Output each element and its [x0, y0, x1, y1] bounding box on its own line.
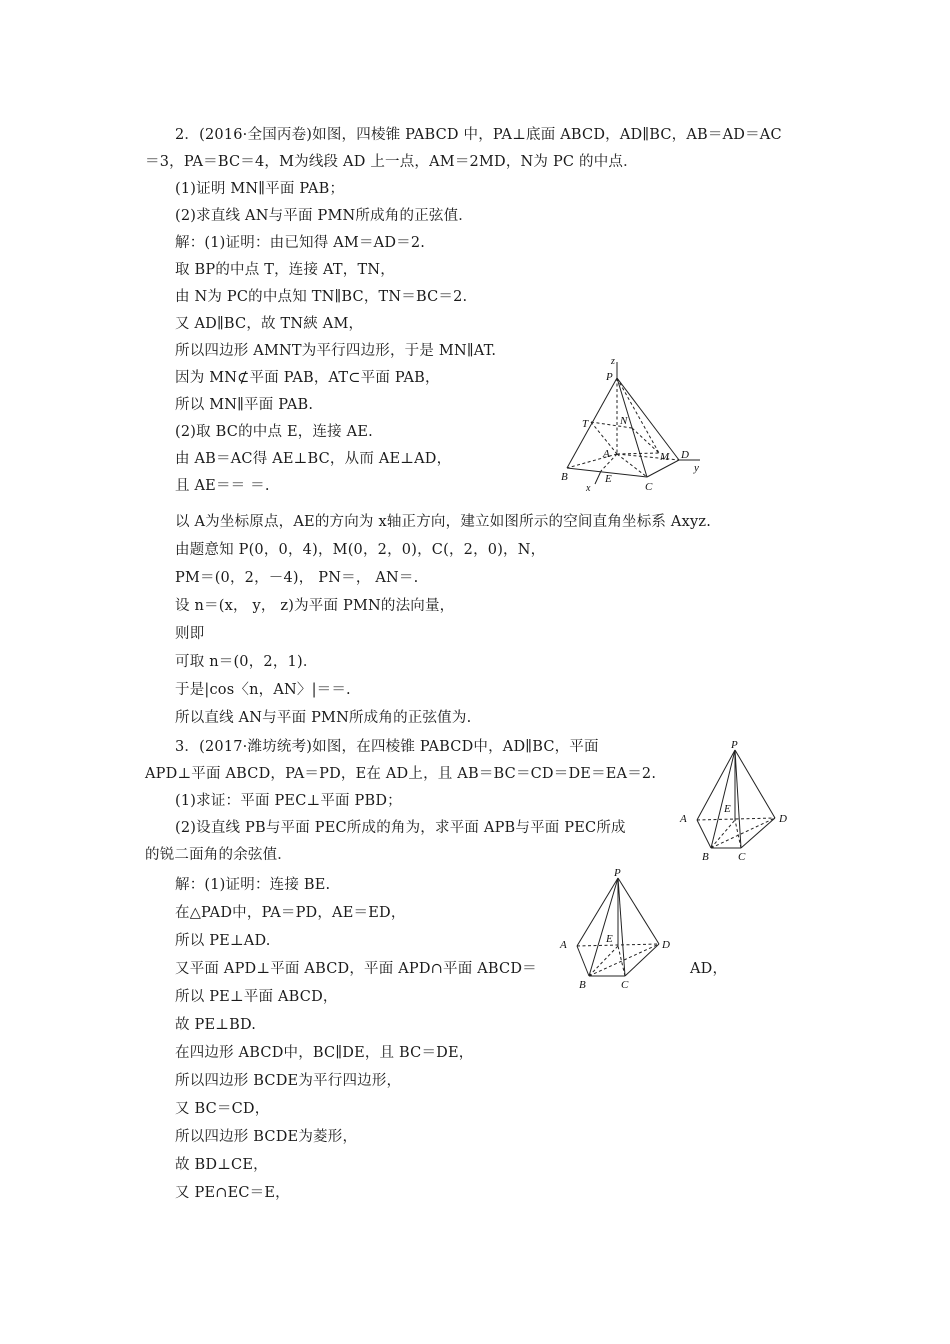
text-line: 在△PAD中，PA＝PD，AE＝ED， — [175, 905, 406, 921]
text-line: 2．(2016·全国丙卷)如图，四棱锥 PABCD 中，PA⊥底面 ABCD，AD∥BC，AB＝AD＝AC — [175, 127, 782, 143]
figure-label: A — [680, 813, 687, 825]
text-line: 所以四边形 BCDE为平行四边形， — [175, 1073, 402, 1089]
text-line: 由题意知 P(0，0，4)，M(0，2，0)，C(，2，0)，N， — [175, 542, 546, 558]
pyramid-edge — [735, 750, 775, 818]
figure-label: M — [660, 451, 670, 463]
hidden-edge — [617, 454, 679, 460]
text-line: 所以四边形 AMNT为平行四边形，于是 MN∥AT. — [175, 343, 497, 359]
pyramid-figure-solution — [555, 866, 680, 994]
figure-label: P — [614, 867, 621, 879]
text-line: 以 A为坐标原点，AE的方向为 x轴正方向，建立如图所示的空间直角坐标系 Axyz. — [175, 514, 712, 530]
text-line: 又 BC＝CD， — [175, 1101, 270, 1117]
figure-label: E — [605, 473, 612, 485]
text-line: 设 n＝(x， y， z)为平面 PMN的法向量， — [175, 598, 455, 614]
text-line: 所以 PE⊥平面 ABCD， — [175, 989, 338, 1005]
base-edge — [741, 818, 775, 848]
figure-label: B — [561, 471, 568, 483]
figure-label: P — [731, 739, 738, 751]
text-line: 解：(1)证明：连接 BE. — [175, 877, 331, 893]
text-line: 在四边形 ABCD中，BC∥DE，且 BC＝DE， — [175, 1045, 474, 1061]
text-line: 可取 n＝(0，2，1)． — [175, 654, 318, 670]
text-line: (2)设直线 PB与平面 PEC所成的角为，求平面 APB与平面 PEC所成 — [175, 820, 626, 836]
base-edge — [577, 946, 589, 976]
text-line: AD， — [690, 961, 728, 977]
pyramid-figure-problem-3 — [675, 738, 795, 866]
figure-label: B — [579, 979, 586, 991]
text-line: 由 N为 PC的中点知 TN∥BC，TN＝BC＝2. — [175, 289, 468, 305]
text-line: (2)取 BC的中点 E，连接 AE. — [175, 424, 373, 440]
text-line: 因为 MN⊄平面 PAB，AT⊂平面 PAB， — [175, 370, 440, 386]
text-line: (1)证明 MN∥平面 PAB； — [175, 181, 345, 197]
pyramid-coordinate-figure — [555, 350, 715, 500]
figure-label: E — [724, 803, 731, 815]
text-line: 所以四边形 BCDE为菱形， — [175, 1129, 358, 1145]
hidden-edge — [617, 453, 659, 454]
text-line: 由 AB＝AC得 AE⊥BC，从而 AE⊥AD， — [175, 451, 452, 467]
text-line: 所以 MN∥平面 PAB. — [175, 397, 314, 413]
text-line: 所以 PE⊥AD. — [175, 933, 271, 949]
figure-label: x — [586, 483, 591, 494]
figure-label: C — [738, 851, 746, 863]
text-line: PM＝(0，2，－4)， PN＝， AN＝. — [175, 570, 419, 586]
figure-label: B — [702, 851, 709, 863]
figure-label: D — [779, 813, 787, 825]
text-line: 又平面 APD⊥平面 ABCD，平面 APD∩平面 ABCD＝ — [175, 961, 537, 977]
figure-label: z — [611, 356, 615, 367]
figure-label: N — [620, 415, 628, 427]
hidden-edge — [697, 818, 775, 820]
figure-label: D — [681, 449, 689, 461]
text-line: 于是|cos〈n，AN〉|＝＝. — [175, 682, 351, 698]
text-line: (2)求直线 AN与平面 PMN所成角的正弦值． — [175, 208, 474, 224]
hidden-edge — [617, 454, 647, 477]
base-edge — [625, 944, 659, 976]
hidden-edge — [711, 818, 775, 848]
figure-label: D — [662, 939, 670, 951]
pyramid-edge — [589, 878, 618, 976]
figure-label: P — [606, 371, 613, 383]
pyramid-edge — [618, 878, 659, 944]
text-line: 解：(1)证明：由已知得 AM＝AD＝2. — [175, 235, 426, 251]
figure-label: y — [694, 462, 699, 474]
text-line: 所以直线 AN与平面 PMN所成角的正弦值为. — [175, 710, 472, 726]
text-line: (1)求证：平面 PEC⊥平面 PBD； — [175, 793, 402, 809]
base-edge — [697, 820, 711, 848]
figure-label: A — [560, 939, 567, 951]
figure-label: E — [606, 933, 613, 945]
text-line: 取 BP的中点 T，连接 AT，TN， — [175, 262, 395, 278]
text-line: APD⊥平面 ABCD，PA＝PD，E在 AD上，且 AB＝BC＝CD＝DE＝EA＝2. — [145, 766, 657, 782]
x-axis — [595, 471, 601, 484]
text-line: 且 AE＝＝ ＝. — [175, 478, 270, 494]
text-line: ＝3，PA＝BC＝4，M为线段 AD 上一点，AM＝2MD，N为 PC 的中点． — [145, 154, 638, 170]
text-line: 又 AD∥BC，故 TN綊 AM， — [175, 316, 364, 332]
text-line: 3．(2017·潍坊统考)如图，在四棱锥 PABCD中，AD∥BC，平面 — [175, 739, 599, 755]
text-line: 的锐二面角的余弦值． — [145, 847, 292, 863]
text-line: 则即 — [175, 626, 205, 642]
figure-label: C — [645, 481, 653, 493]
text-line: 故 BD⊥CE， — [175, 1157, 268, 1173]
figure-label: A — [603, 448, 610, 460]
figure-label: T — [582, 418, 589, 430]
figure-label: C — [621, 979, 629, 991]
text-line: 又 PE∩EC＝E， — [175, 1185, 290, 1201]
text-line: 故 PE⊥BD. — [175, 1017, 257, 1033]
pyramid-edge — [735, 750, 741, 848]
